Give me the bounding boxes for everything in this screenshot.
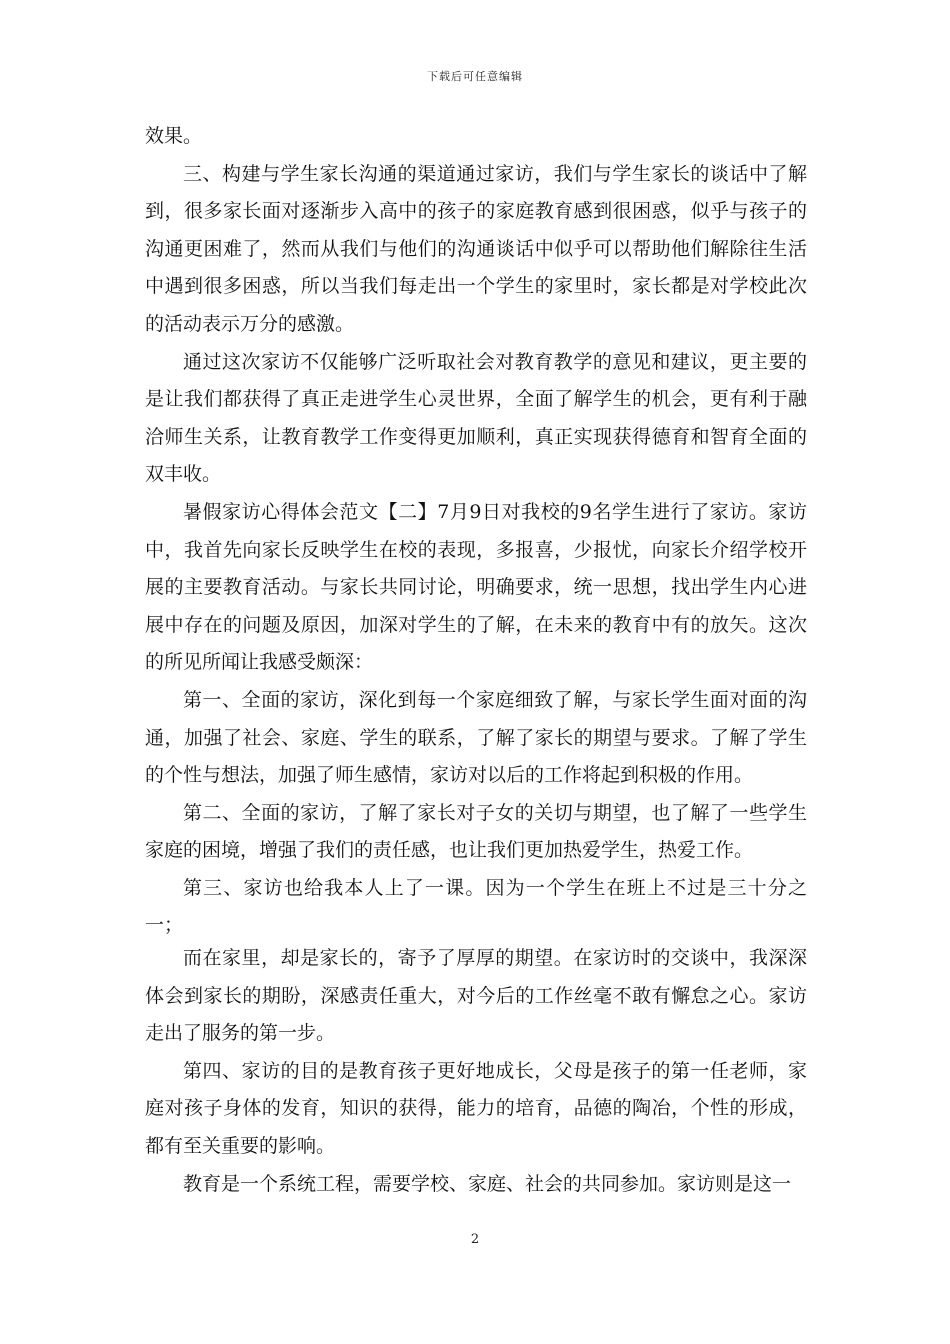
paragraph: 效果。 [145,125,203,147]
paragraph: 第一、全面的家访，深化到每一个家庭细致了解，与家长学生面对面的沟通，加强了社会、家庭、学生的联系，了解了家长的期望与要求。了解了学生的个性与想法，加强了师生感情，家访对以后的工作将起到积极的作用。 [145,688,807,787]
paragraph: 三、构建与学生家长沟通的渠道通过家访，我们与学生家长的谈话中了解到，很多家长面对逐渐步入高中的孩子的家庭教育感到很困惑，似乎与孩子的沟通更困难了，然而从我们与他们的沟通谈话中似乎可以帮助他们解除往生活中遇到很多困惑，所以当我们每走出一个学生的家里时，家长都是对学校此次的活动表示万分的感激。 [145,162,807,335]
paragraph: 第三、家访也给我本人上了一课。因为一个学生在班上不过是三十分之一； [145,876,807,937]
paragraph: 第二、全面的家访，了解了家长对子女的关切与期望，也了解了一些学生家庭的困境，增强了我们的责任感，也让我们更加热爱学生，热爱工作。 [145,801,807,862]
paragraph: 教育是一个系统工程，需要学校、家庭、社会的共同参加。家访则是这一 [183,1172,792,1195]
paragraph: 第四、家访的目的是教育孩子更好地成长，父母是孩子的第一任老师，家庭对孩子身体的发育，知识的获得，能力的培育，品德的陶冶，个性的形成，都有至关重要的影响。 [145,1059,807,1157]
body-text-bottom [145,940,807,1203]
paragraph: 而在家里，却是家长的，寄予了厚厚的期望。在家访时的交谈中，我深深体会到家长的期盼，深感责任重大，对今后的工作丝毫不敢有懈怠之心。家访走出了服务的第一步。 [145,947,807,1045]
paragraph: 暑假家访心得体会范文【二】7月9日对我校的9名学生进行了家访。家访中，我首先向家长反映学生在校的表现，多报喜，少报忧，向家长介绍学校开展的主要教育活动。与家长共同讨论，明确要求，统一思想，找出学生内心进展中存在的问题及原因，加深对学生的了解，在未来的教育中有的放矢。这次的所见所闻让我感受颇深： [145,500,807,674]
body-text-top [145,118,807,945]
page-header: 下载后可任意编辑 [427,70,523,83]
page-number: 2 [470,1232,480,1247]
paragraph: 通过这次家访不仅能够广泛听取社会对教育教学的意见和建议，更主要的是让我们都获得了真正走进学生心灵世界，全面了解学生的机会，更有利于融洽师生关系，让教育教学工作变得更加顺利，真正实现获得德育和智育全面的双丰收。 [145,350,807,486]
